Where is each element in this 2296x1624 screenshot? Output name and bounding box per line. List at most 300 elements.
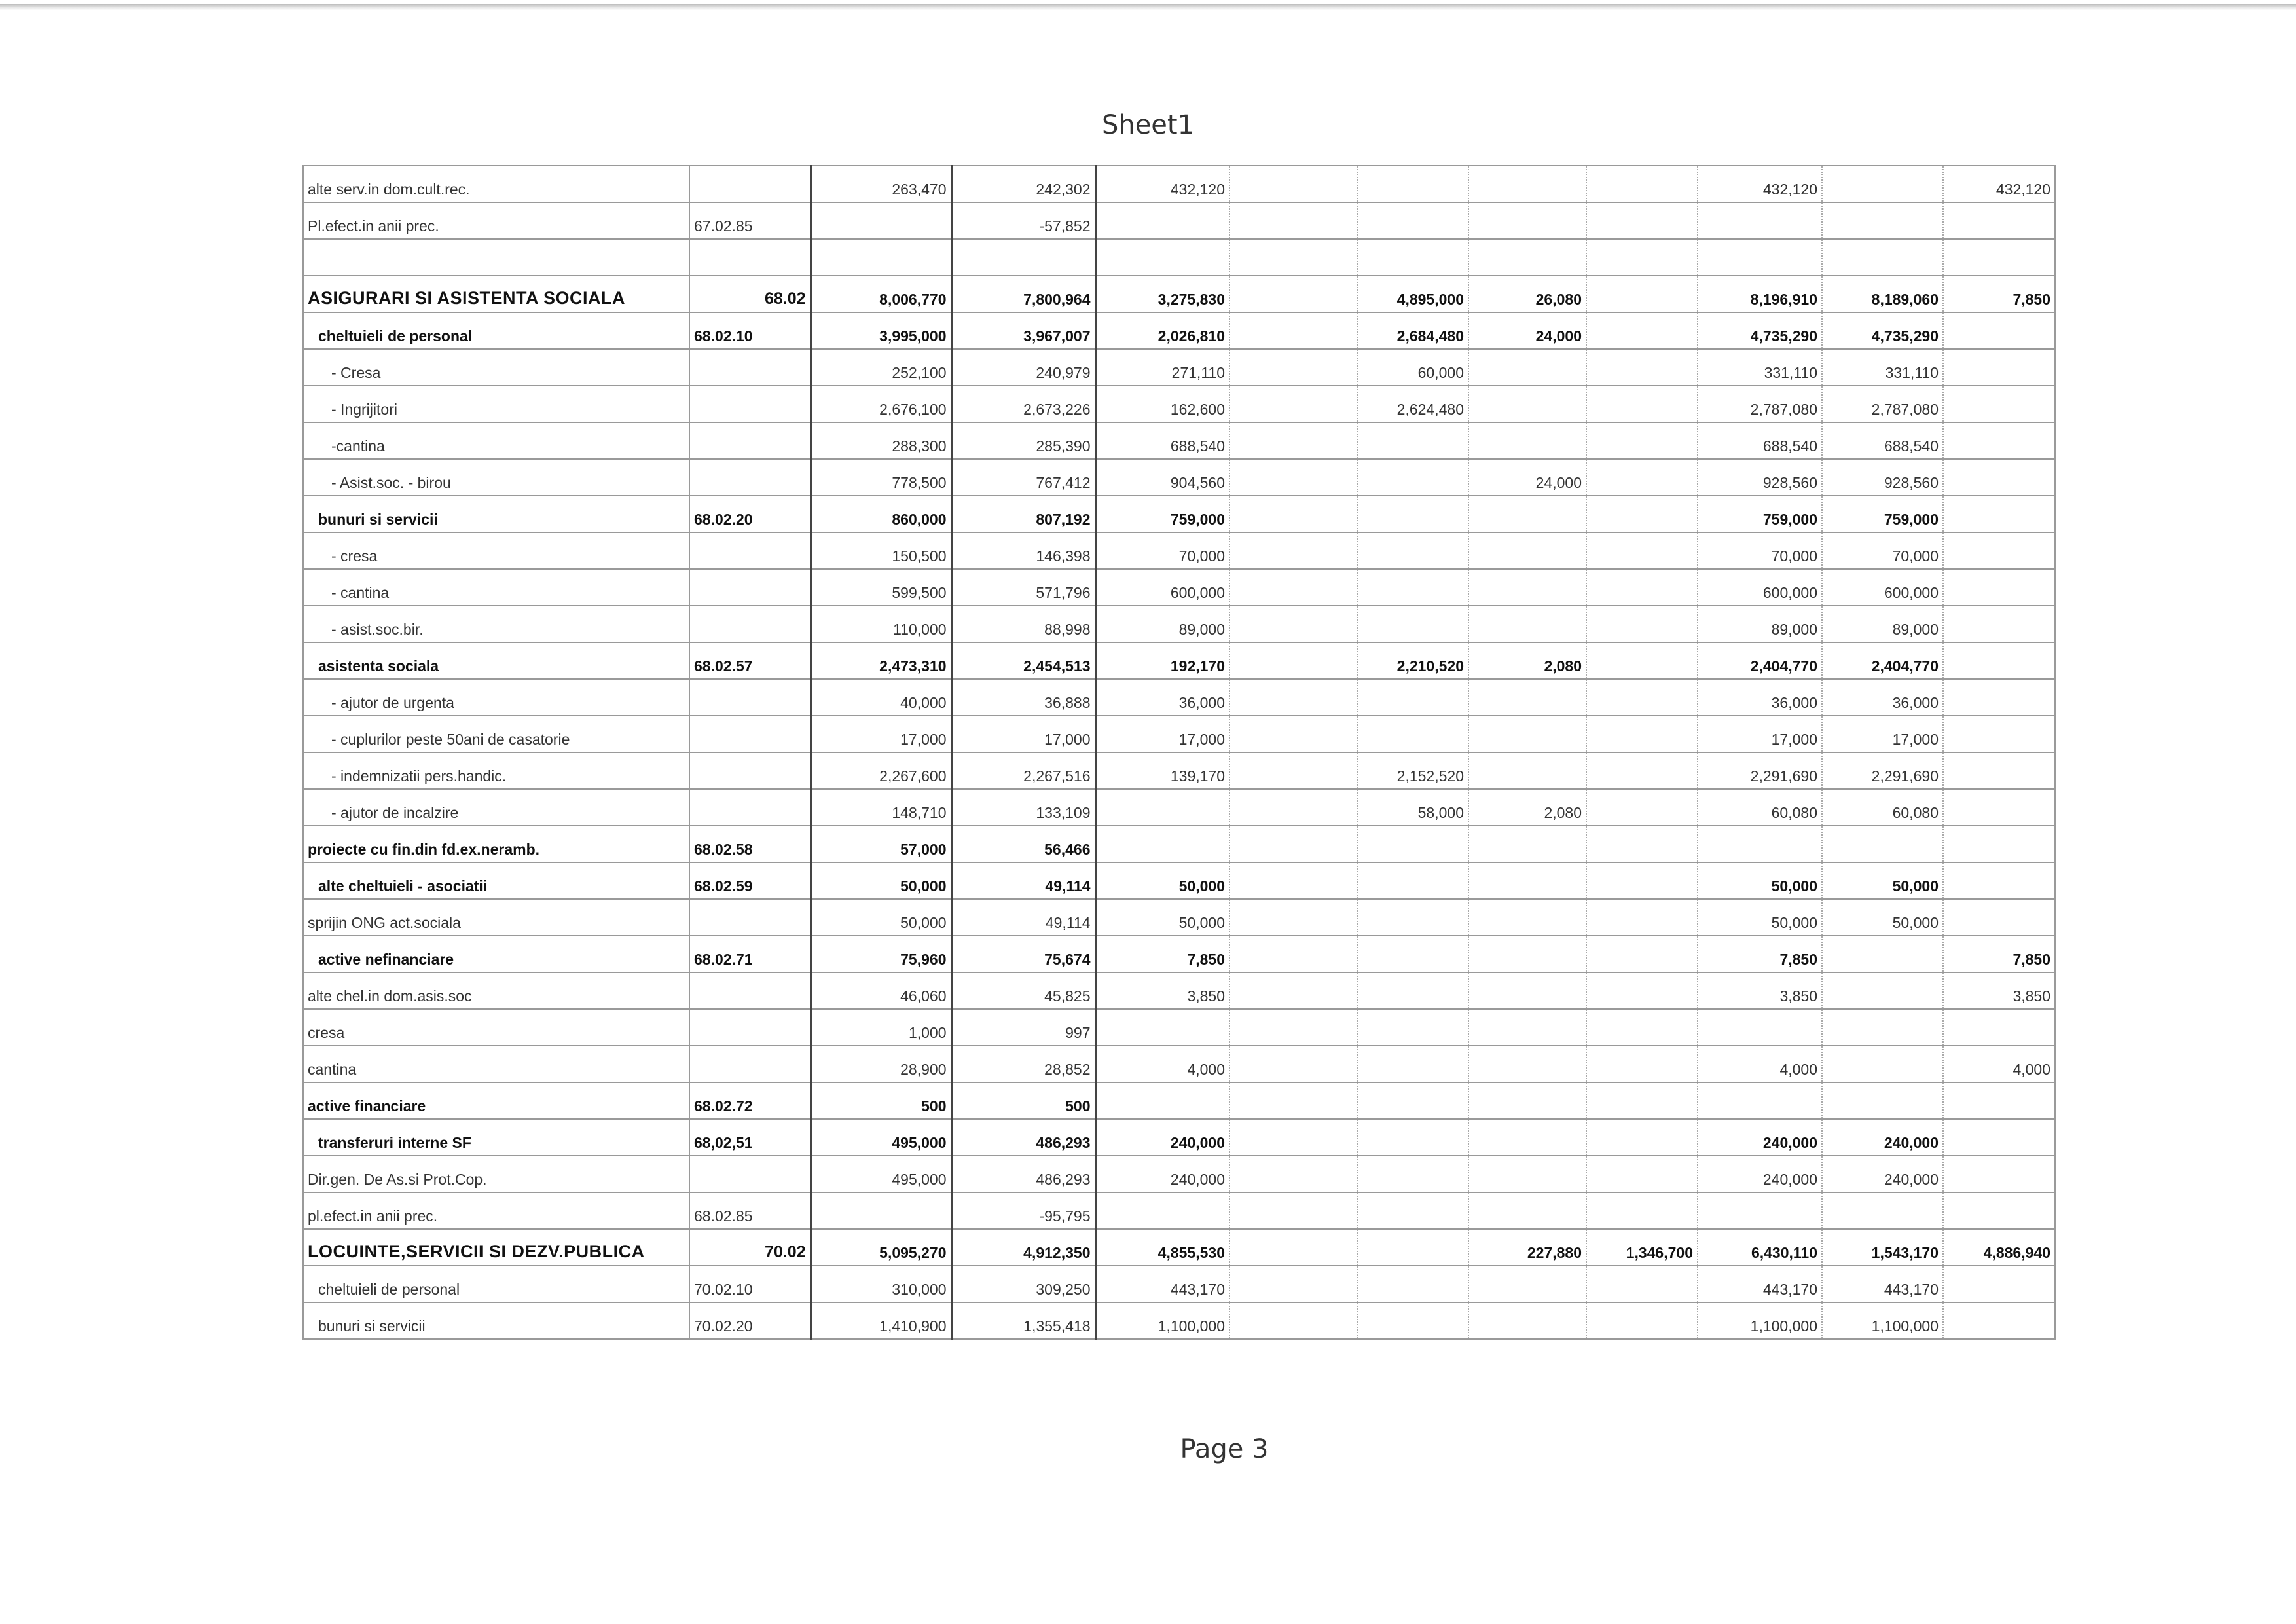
cell-col-3: 50,000: [1095, 862, 1230, 899]
table-row: [303, 532, 2055, 569]
cell-col-2: 7,800,964: [951, 276, 1095, 312]
cell-col-8: 4,735,290: [1698, 312, 1822, 349]
cell-col-7: [1586, 202, 1698, 239]
cell-col-9: 2,404,770: [1822, 642, 1943, 679]
cell-col-9: 240,000: [1822, 1156, 1943, 1192]
row-code: 68.02.71: [689, 936, 811, 972]
cell-col-7: [1586, 386, 1698, 422]
cell-col-6: [1468, 239, 1586, 276]
row-code: 70.02.20: [689, 1302, 811, 1339]
row-code: 68.02: [689, 276, 811, 312]
cell-col-4: [1230, 276, 1357, 312]
cell-col-4: [1230, 826, 1357, 862]
cell-col-2: 75,674: [951, 936, 1095, 972]
cell-col-10: [1943, 239, 2055, 276]
cell-col-6: [1468, 166, 1586, 202]
table-row: [303, 312, 2055, 349]
cell-col-1: 50,000: [811, 862, 951, 899]
cell-col-8: [1698, 1192, 1822, 1229]
cell-col-1: 148,710: [811, 789, 951, 826]
cell-col-2: 17,000: [951, 716, 1095, 752]
row-code: 68.02.85: [689, 1192, 811, 1229]
cell-col-7: [1586, 496, 1698, 532]
cell-col-9: 928,560: [1822, 459, 1943, 496]
cell-col-8: 70,000: [1698, 532, 1822, 569]
cell-col-7: 1,346,700: [1586, 1229, 1698, 1266]
cell-col-4: [1230, 459, 1357, 496]
cell-col-6: 2,080: [1468, 789, 1586, 826]
cell-col-3: 50,000: [1095, 899, 1230, 936]
row-code: [689, 1009, 811, 1046]
cell-col-5: [1357, 1302, 1468, 1339]
cell-col-6: [1468, 862, 1586, 899]
cell-col-10: [1943, 1009, 2055, 1046]
cell-col-3: 1,100,000: [1095, 1302, 1230, 1339]
cell-col-4: [1230, 789, 1357, 826]
row-code: 68,02,51: [689, 1119, 811, 1156]
cell-col-7: [1586, 1302, 1698, 1339]
cell-col-9: 17,000: [1822, 716, 1943, 752]
cell-col-1: 1,000: [811, 1009, 951, 1046]
scan-edge: [0, 4, 2296, 10]
cell-col-8: [1698, 1009, 1822, 1046]
cell-col-10: [1943, 386, 2055, 422]
cell-col-6: [1468, 569, 1586, 606]
cell-col-10: [1943, 606, 2055, 642]
row-label: cheltuieli de personal: [303, 1266, 689, 1302]
cell-col-10: [1943, 312, 2055, 349]
cell-col-2: 4,912,350: [951, 1229, 1095, 1266]
cell-col-2: 309,250: [951, 1266, 1095, 1302]
cell-col-1: 495,000: [811, 1119, 951, 1156]
cell-col-1: 17,000: [811, 716, 951, 752]
cell-col-1: 2,473,310: [811, 642, 951, 679]
cell-col-5: [1357, 1082, 1468, 1119]
table-row: [303, 1266, 2055, 1302]
cell-col-5: 4,895,000: [1357, 276, 1468, 312]
table-row: [303, 459, 2055, 496]
cell-col-3: [1095, 202, 1230, 239]
cell-col-7: [1586, 679, 1698, 716]
cell-col-9: [1822, 166, 1943, 202]
cell-col-9: 759,000: [1822, 496, 1943, 532]
cell-col-5: [1357, 972, 1468, 1009]
cell-col-3: 2,026,810: [1095, 312, 1230, 349]
cell-col-5: 2,210,520: [1357, 642, 1468, 679]
cell-col-8: [1698, 202, 1822, 239]
cell-col-4: [1230, 239, 1357, 276]
cell-col-9: 1,100,000: [1822, 1302, 1943, 1339]
cell-col-8: 240,000: [1698, 1119, 1822, 1156]
cell-col-5: [1357, 1156, 1468, 1192]
row-label: alte cheltuieli - asociatii: [303, 862, 689, 899]
cell-col-10: 432,120: [1943, 166, 2055, 202]
cell-col-5: [1357, 422, 1468, 459]
row-code: 70.02.10: [689, 1266, 811, 1302]
cell-col-8: 89,000: [1698, 606, 1822, 642]
cell-col-9: [1822, 1009, 1943, 1046]
cell-col-9: 50,000: [1822, 862, 1943, 899]
cell-col-1: 57,000: [811, 826, 951, 862]
cell-col-4: [1230, 569, 1357, 606]
cell-col-7: [1586, 826, 1698, 862]
row-label: ASIGURARI SI ASISTENTA SOCIALA: [303, 276, 689, 312]
cell-col-2: 240,979: [951, 349, 1095, 386]
cell-col-5: [1357, 1229, 1468, 1266]
cell-col-9: 4,735,290: [1822, 312, 1943, 349]
cell-col-4: [1230, 679, 1357, 716]
cell-col-10: [1943, 496, 2055, 532]
row-label: cheltuieli de personal: [303, 312, 689, 349]
cell-col-10: [1943, 679, 2055, 716]
cell-col-5: [1357, 1046, 1468, 1082]
cell-col-10: 7,850: [1943, 936, 2055, 972]
table-row: [303, 166, 2055, 202]
cell-col-8: 688,540: [1698, 422, 1822, 459]
cell-col-6: [1468, 606, 1586, 642]
cell-col-6: 24,000: [1468, 459, 1586, 496]
row-label: cresa: [303, 1009, 689, 1046]
cell-col-3: 36,000: [1095, 679, 1230, 716]
cell-col-5: [1357, 569, 1468, 606]
cell-col-9: [1822, 1192, 1943, 1229]
cell-col-1: [811, 1192, 951, 1229]
row-label: - cantina: [303, 569, 689, 606]
cell-col-6: [1468, 496, 1586, 532]
cell-col-3: 3,275,830: [1095, 276, 1230, 312]
row-label: - asist.soc.bir.: [303, 606, 689, 642]
cell-col-4: [1230, 862, 1357, 899]
cell-col-2: 28,852: [951, 1046, 1095, 1082]
cell-col-5: [1357, 239, 1468, 276]
cell-col-5: [1357, 716, 1468, 752]
cell-col-9: [1822, 202, 1943, 239]
cell-col-2: 2,673,226: [951, 386, 1095, 422]
row-label: LOCUINTE,SERVICII SI DEZV.PUBLICA: [303, 1229, 689, 1266]
cell-col-7: [1586, 276, 1698, 312]
cell-col-9: 36,000: [1822, 679, 1943, 716]
cell-col-1: 5,095,270: [811, 1229, 951, 1266]
cell-col-8: 4,000: [1698, 1046, 1822, 1082]
cell-col-2: 486,293: [951, 1156, 1095, 1192]
cell-col-1: 50,000: [811, 899, 951, 936]
cell-col-8: 6,430,110: [1698, 1229, 1822, 1266]
cell-col-1: 2,676,100: [811, 386, 951, 422]
cell-col-5: [1357, 496, 1468, 532]
cell-col-7: [1586, 642, 1698, 679]
cell-col-6: [1468, 1009, 1586, 1046]
cell-col-1: 500: [811, 1082, 951, 1119]
cell-col-10: 3,850: [1943, 972, 2055, 1009]
cell-col-4: [1230, 606, 1357, 642]
cell-col-10: [1943, 752, 2055, 789]
cell-col-5: [1357, 826, 1468, 862]
cell-col-8: 2,404,770: [1698, 642, 1822, 679]
cell-col-4: [1230, 1046, 1357, 1082]
cell-col-2: -95,795: [951, 1192, 1095, 1229]
row-code: 68.02.72: [689, 1082, 811, 1119]
cell-col-10: [1943, 899, 2055, 936]
table-row: [303, 349, 2055, 386]
table-row: [303, 826, 2055, 862]
cell-col-5: [1357, 459, 1468, 496]
cell-col-8: 600,000: [1698, 569, 1822, 606]
cell-col-9: 688,540: [1822, 422, 1943, 459]
cell-col-1: 252,100: [811, 349, 951, 386]
row-label: asistenta sociala: [303, 642, 689, 679]
row-code: [689, 752, 811, 789]
row-code: [689, 459, 811, 496]
cell-col-1: 495,000: [811, 1156, 951, 1192]
row-code: [689, 349, 811, 386]
cell-col-7: [1586, 899, 1698, 936]
cell-col-4: [1230, 1302, 1357, 1339]
row-label: [303, 239, 689, 276]
cell-col-10: [1943, 532, 2055, 569]
cell-col-2: 49,114: [951, 862, 1095, 899]
cell-col-3: 271,110: [1095, 349, 1230, 386]
budget-table: [302, 165, 2056, 1340]
cell-col-10: [1943, 716, 2055, 752]
cell-col-4: [1230, 1192, 1357, 1229]
cell-col-9: 1,543,170: [1822, 1229, 1943, 1266]
cell-col-10: [1943, 459, 2055, 496]
table-row: [303, 1082, 2055, 1119]
cell-col-4: [1230, 312, 1357, 349]
cell-col-7: [1586, 569, 1698, 606]
cell-col-1: 46,060: [811, 972, 951, 1009]
cell-col-8: 928,560: [1698, 459, 1822, 496]
cell-col-8: 7,850: [1698, 936, 1822, 972]
row-code: 68.02.10: [689, 312, 811, 349]
row-label: - ajutor de incalzire: [303, 789, 689, 826]
cell-col-6: [1468, 1266, 1586, 1302]
cell-col-10: 4,000: [1943, 1046, 2055, 1082]
cell-col-7: [1586, 752, 1698, 789]
cell-col-7: [1586, 312, 1698, 349]
cell-col-8: 240,000: [1698, 1156, 1822, 1192]
cell-col-7: [1586, 606, 1698, 642]
cell-col-3: 162,600: [1095, 386, 1230, 422]
cell-col-9: [1822, 972, 1943, 1009]
table-row: [303, 386, 2055, 422]
row-code: [689, 1046, 811, 1082]
row-code: [689, 239, 811, 276]
table-row: [303, 1009, 2055, 1046]
row-code: [689, 386, 811, 422]
table-row: [303, 716, 2055, 752]
cell-col-6: [1468, 1192, 1586, 1229]
row-label: - Cresa: [303, 349, 689, 386]
row-code: 68.02.58: [689, 826, 811, 862]
cell-col-9: [1822, 936, 1943, 972]
cell-col-6: [1468, 349, 1586, 386]
cell-col-6: [1468, 936, 1586, 972]
cell-col-2: 56,466: [951, 826, 1095, 862]
cell-col-6: [1468, 716, 1586, 752]
table-row: [303, 606, 2055, 642]
table-row: [303, 642, 2055, 679]
cell-col-4: [1230, 496, 1357, 532]
cell-col-5: [1357, 202, 1468, 239]
row-label: bunuri si servicii: [303, 496, 689, 532]
cell-col-5: 60,000: [1357, 349, 1468, 386]
cell-col-8: 759,000: [1698, 496, 1822, 532]
cell-col-4: [1230, 202, 1357, 239]
cell-col-6: [1468, 422, 1586, 459]
cell-col-8: [1698, 826, 1822, 862]
cell-col-10: 4,886,940: [1943, 1229, 2055, 1266]
cell-col-10: [1943, 642, 2055, 679]
cell-col-1: 28,900: [811, 1046, 951, 1082]
cell-col-3: 759,000: [1095, 496, 1230, 532]
row-label: - indemnizatii pers.handic.: [303, 752, 689, 789]
cell-col-9: 600,000: [1822, 569, 1943, 606]
cell-col-7: [1586, 532, 1698, 569]
table-row: [303, 202, 2055, 239]
row-label: Dir.gen. De As.si Prot.Cop.: [303, 1156, 689, 1192]
cell-col-4: [1230, 1266, 1357, 1302]
cell-col-2: 2,454,513: [951, 642, 1095, 679]
cell-col-5: [1357, 166, 1468, 202]
cell-col-3: 688,540: [1095, 422, 1230, 459]
row-code: [689, 532, 811, 569]
cell-col-1: [811, 202, 951, 239]
row-code: [689, 166, 811, 202]
cell-col-6: [1468, 1156, 1586, 1192]
cell-col-2: 88,998: [951, 606, 1095, 642]
cell-col-6: [1468, 1046, 1586, 1082]
cell-col-2: 486,293: [951, 1119, 1095, 1156]
cell-col-6: [1468, 1082, 1586, 1119]
cell-col-8: 17,000: [1698, 716, 1822, 752]
cell-col-3: [1095, 1009, 1230, 1046]
cell-col-6: [1468, 1119, 1586, 1156]
row-label: - ajutor de urgenta: [303, 679, 689, 716]
cell-col-8: 50,000: [1698, 899, 1822, 936]
cell-col-1: [811, 239, 951, 276]
table-row: [303, 239, 2055, 276]
cell-col-1: 40,000: [811, 679, 951, 716]
cell-col-8: 8,196,910: [1698, 276, 1822, 312]
cell-col-8: 331,110: [1698, 349, 1822, 386]
table-row: [303, 496, 2055, 532]
table-row: [303, 1192, 2055, 1229]
row-code: [689, 606, 811, 642]
cell-col-7: [1586, 716, 1698, 752]
cell-col-5: [1357, 1266, 1468, 1302]
row-code: [689, 1156, 811, 1192]
row-label: cantina: [303, 1046, 689, 1082]
cell-col-10: [1943, 569, 2055, 606]
table-row: [303, 752, 2055, 789]
cell-col-6: [1468, 1302, 1586, 1339]
cell-col-4: [1230, 936, 1357, 972]
cell-col-1: 8,006,770: [811, 276, 951, 312]
cell-col-4: [1230, 1156, 1357, 1192]
cell-col-7: [1586, 862, 1698, 899]
cell-col-3: 443,170: [1095, 1266, 1230, 1302]
cell-col-6: [1468, 972, 1586, 1009]
cell-col-2: 36,888: [951, 679, 1095, 716]
cell-col-8: 36,000: [1698, 679, 1822, 716]
row-code: [689, 716, 811, 752]
table-row: [303, 899, 2055, 936]
cell-col-10: [1943, 1302, 2055, 1339]
cell-col-4: [1230, 1082, 1357, 1119]
cell-col-10: [1943, 789, 2055, 826]
cell-col-4: [1230, 1119, 1357, 1156]
cell-col-2: 997: [951, 1009, 1095, 1046]
table-row: [303, 789, 2055, 826]
cell-col-10: [1943, 349, 2055, 386]
cell-col-3: 4,855,530: [1095, 1229, 1230, 1266]
cell-col-3: 904,560: [1095, 459, 1230, 496]
cell-col-1: 778,500: [811, 459, 951, 496]
cell-col-10: 7,850: [1943, 276, 2055, 312]
cell-col-1: 599,500: [811, 569, 951, 606]
table-row: [303, 569, 2055, 606]
cell-col-8: [1698, 1082, 1822, 1119]
cell-col-8: 3,850: [1698, 972, 1822, 1009]
cell-col-6: 227,880: [1468, 1229, 1586, 1266]
cell-col-3: 4,000: [1095, 1046, 1230, 1082]
cell-col-9: 331,110: [1822, 349, 1943, 386]
page-footer: Page 3: [1180, 1434, 1269, 1464]
cell-col-6: 2,080: [1468, 642, 1586, 679]
row-label: active nefinanciare: [303, 936, 689, 972]
cell-col-1: 310,000: [811, 1266, 951, 1302]
cell-col-7: [1586, 789, 1698, 826]
cell-col-3: 192,170: [1095, 642, 1230, 679]
row-label: Pl.efect.in anii prec.: [303, 202, 689, 239]
table-row: [303, 862, 2055, 899]
row-label: pl.efect.in anii prec.: [303, 1192, 689, 1229]
cell-col-1: 860,000: [811, 496, 951, 532]
cell-col-7: [1586, 1266, 1698, 1302]
cell-col-4: [1230, 386, 1357, 422]
cell-col-7: [1586, 1192, 1698, 1229]
cell-col-6: [1468, 202, 1586, 239]
cell-col-10: [1943, 202, 2055, 239]
cell-col-5: [1357, 936, 1468, 972]
cell-col-6: [1468, 752, 1586, 789]
row-label: - cuplurilor peste 50ani de casatorie: [303, 716, 689, 752]
row-code: [689, 972, 811, 1009]
cell-col-7: [1586, 1082, 1698, 1119]
cell-col-1: 110,000: [811, 606, 951, 642]
cell-col-8: [1698, 239, 1822, 276]
row-label: bunuri si servicii: [303, 1302, 689, 1339]
cell-col-6: [1468, 899, 1586, 936]
row-code: 68.02.20: [689, 496, 811, 532]
row-label: proiecte cu fin.din fd.ex.neramb.: [303, 826, 689, 862]
row-label: transferuri interne SF: [303, 1119, 689, 1156]
cell-col-6: [1468, 532, 1586, 569]
row-code: 70.02: [689, 1229, 811, 1266]
row-code: [689, 899, 811, 936]
cell-col-7: [1586, 459, 1698, 496]
cell-col-10: [1943, 422, 2055, 459]
cell-col-3: [1095, 789, 1230, 826]
cell-col-8: 432,120: [1698, 166, 1822, 202]
row-label: -cantina: [303, 422, 689, 459]
cell-col-8: 443,170: [1698, 1266, 1822, 1302]
cell-col-9: [1822, 1082, 1943, 1119]
cell-col-10: [1943, 1192, 2055, 1229]
cell-col-2: 500: [951, 1082, 1095, 1119]
cell-col-3: 600,000: [1095, 569, 1230, 606]
